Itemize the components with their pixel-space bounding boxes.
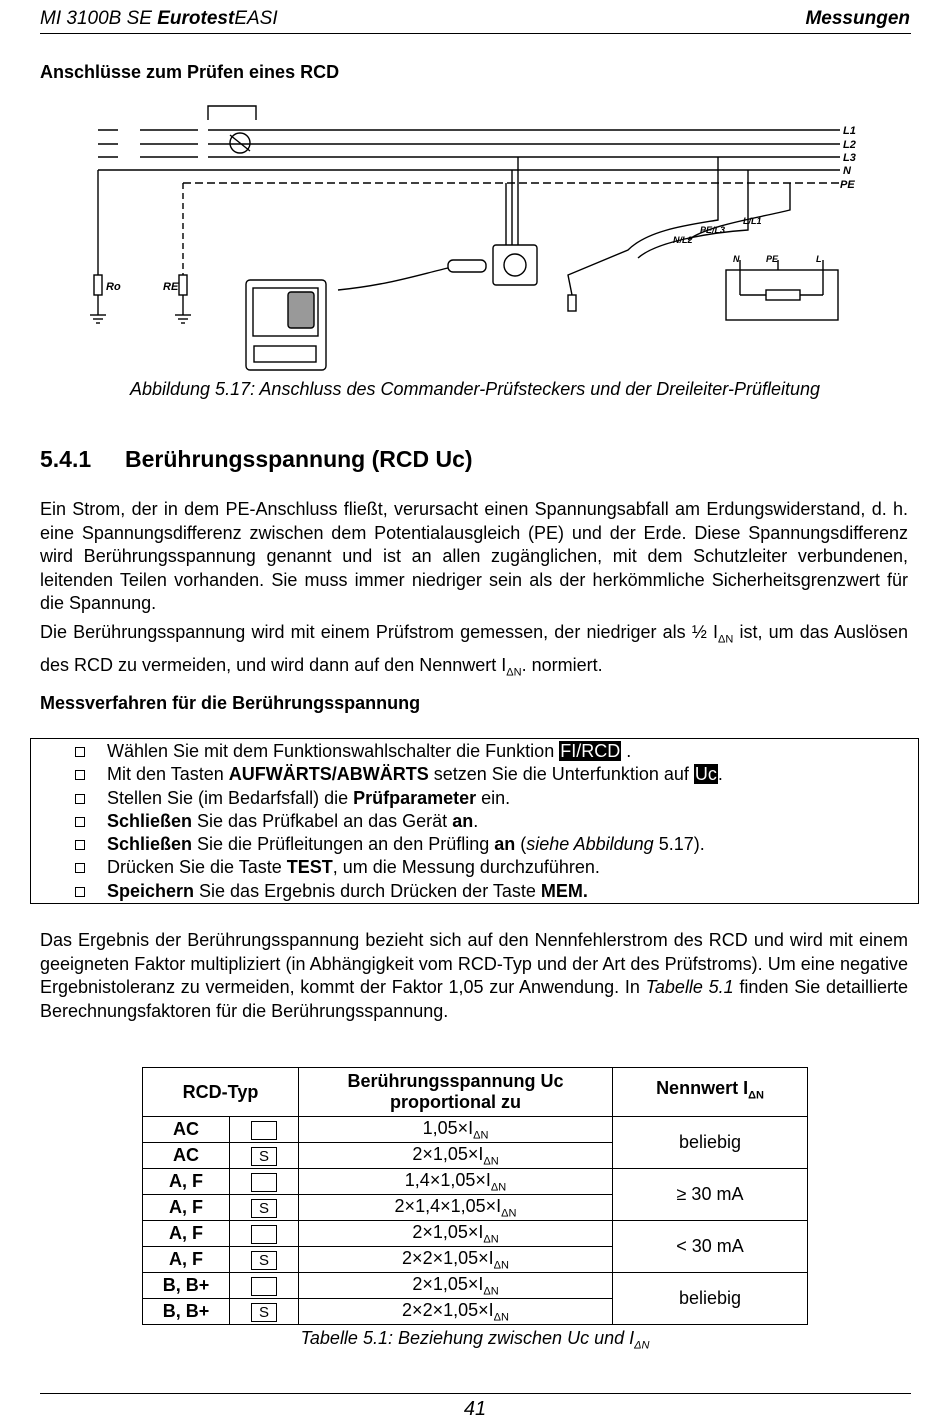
header-rule — [40, 33, 911, 34]
checkbox-bullet-icon — [75, 794, 85, 804]
table-row: A, F $1,4\times 1,05\times I_{\Delta N}$ ≥ 30 mA — [143, 1169, 808, 1195]
table-row: B, B+ $2\times 1,05\times I_{\Delta N}$ beliebig — [143, 1273, 808, 1299]
checkbox-bullet-icon — [75, 863, 85, 873]
checkbox-bullet-icon — [75, 887, 85, 897]
label-ro: Ro — [106, 281, 121, 293]
paragraph-3: Das Ergebnis der Berührungsspannung bezieht sich auf den Nennfehlerstrom des RCD und wird mit einem geeigneten Faktor multipliziert (in Abhängigkeit vom RCD-Typ und der Art des Prüfstroms). Um eine negative Ergebnistoleranz zu vermeiden, kommt der Faktor 1,05 zur Anwendung. In Tabelle 5.1 finden Sie detaillierte Berechnungsfaktoren für die Berührungsspannung. — [40, 930, 908, 1021]
rcd-general-icon — [251, 1225, 277, 1244]
procedure-box — [30, 738, 919, 904]
label-n: N — [843, 165, 851, 177]
footer-rule — [40, 1393, 911, 1394]
terminal-l: L — [816, 254, 822, 264]
uc-factor-table — [142, 1067, 808, 1325]
rcd-selective-icon: S — [251, 1303, 277, 1322]
section-number: 5.4.1 — [40, 446, 92, 472]
table-row: B, B+ S $2\times 2\times 1,05\times I_{\Delta N}$ — [143, 1299, 808, 1325]
table-row: AC S $2\times 1,05\times I_{\Delta N}$ — [143, 1143, 808, 1169]
checkbox-bullet-icon — [75, 747, 85, 757]
rcd-selective-icon: S — [251, 1251, 277, 1270]
step-4: Schließen Sie das Prüfkabel an das Gerät an. — [31, 810, 723, 833]
label-re: RE — [163, 281, 179, 293]
rcd-general-icon — [251, 1173, 277, 1192]
table-row: A, F $2\times 1,05\times I_{\Delta N}$ < 30 mA — [143, 1221, 808, 1247]
paragraph-2: Die Berührungsspannung wird mit einem Prüfstrom gemessen, der niedriger als ½ $I_{\Delta N}$ ist, um das Auslösen des RCD zu vermeiden, und wird dann auf den Nennwert $I_{\Delta N}$. normiert. — [40, 622, 908, 679]
col-proportional: Berührungsspannung Uc proportional zu — [299, 1068, 613, 1117]
checkbox-bullet-icon — [75, 770, 85, 780]
label-l3: L3 — [843, 152, 856, 164]
step-7: Speichern Sie das Ergebnis durch Drücken der Taste MEM. — [31, 880, 723, 903]
label-l1: L1 — [843, 125, 856, 137]
section-title: Berührungsspannung (RCD Uc) — [125, 446, 473, 472]
checkbox-bullet-icon — [75, 817, 85, 827]
terminal-pe: PE — [766, 254, 779, 264]
label-n-l2: N/L2 — [673, 235, 693, 245]
step-5: Schließen Sie die Prüfleitungen an den Prüfling an (siehe Abbildung 5.17). — [31, 833, 723, 856]
rcd-general-icon — [251, 1121, 277, 1140]
table-row: A, F S $2\times 1,4\times 1,05\times I_{\Delta N}$ — [143, 1195, 808, 1221]
terminal-n: N — [733, 254, 740, 264]
page-number: 41 — [463, 1398, 487, 1420]
col-rcd-type: RCD-Typ — [143, 1068, 299, 1117]
figure-caption: Abbildung 5.17: Anschluss des Commander-Prüfsteckers und der Dreileiter-Prüfleitung — [129, 379, 821, 399]
section-heading — [40, 446, 473, 473]
step-6: Drücken Sie die Taste TEST, um die Messung durchzuführen. — [31, 856, 723, 879]
rcd-selective-icon: S — [251, 1147, 277, 1166]
procedure-steps — [31, 740, 723, 903]
col-nominal: Nennwert $I_{\Delta N}$ — [613, 1068, 808, 1117]
rcd-selective-icon: S — [251, 1199, 277, 1218]
table-header-row — [143, 1068, 808, 1117]
checkbox-bullet-icon — [75, 840, 85, 850]
rcd-general-icon — [251, 1277, 277, 1296]
header-model: MI 3100B SE EurotestEASI — [40, 8, 278, 29]
header-section: Messungen — [805, 8, 910, 29]
procedure-title: Messverfahren für die Berührungsspannung — [40, 693, 421, 713]
table-caption: Tabelle 5.1: Beziehung zwischen Uc und $I_{\Delta N}$ — [300, 1328, 650, 1352]
step-3: Stellen Sie (im Bedarfsfall) die Prüfparameter ein. — [31, 787, 723, 810]
wiring-diagram — [88, 100, 868, 375]
step-1: Wählen Sie mit dem Funktionswahlschalter die Funktion FI/RCD . — [31, 740, 723, 763]
label-l-l1: L/L1 — [743, 216, 762, 226]
connections-title: Anschlüsse zum Prüfen eines RCD — [40, 62, 340, 82]
label-l2: L2 — [843, 139, 856, 151]
step-2: Mit den Tasten AUFWÄRTS/ABWÄRTS setzen Sie die Unterfunktion auf Uc. — [31, 763, 723, 786]
label-pe: PE — [840, 179, 855, 191]
table-row: A, F S $2\times 2\times 1,05\times I_{\Delta N}$ — [143, 1247, 808, 1273]
label-pe-l3: PE/L3 — [700, 225, 726, 235]
paragraph-1: Ein Strom, der in dem PE-Anschluss fließt, verursacht einen Spannungsabfall am Erdungswiderstand, d. h. eine Spannungsdifferenz zwischen dem Potentialausgleich (PE) und der Erde. Diese Spannungsdifferenz wird Berührungsspannung genannt und ist an allen zugänglichen, mit dem Schutzleiter verbundenen, leitenden Teilen vorhanden. Sie muss immer niedriger sein als der herkömmliche Sicherheitsgrenzwert für die Spannung. — [40, 499, 908, 613]
table-row: AC $1,05\times I_{\Delta N}$ beliebig — [143, 1117, 808, 1143]
